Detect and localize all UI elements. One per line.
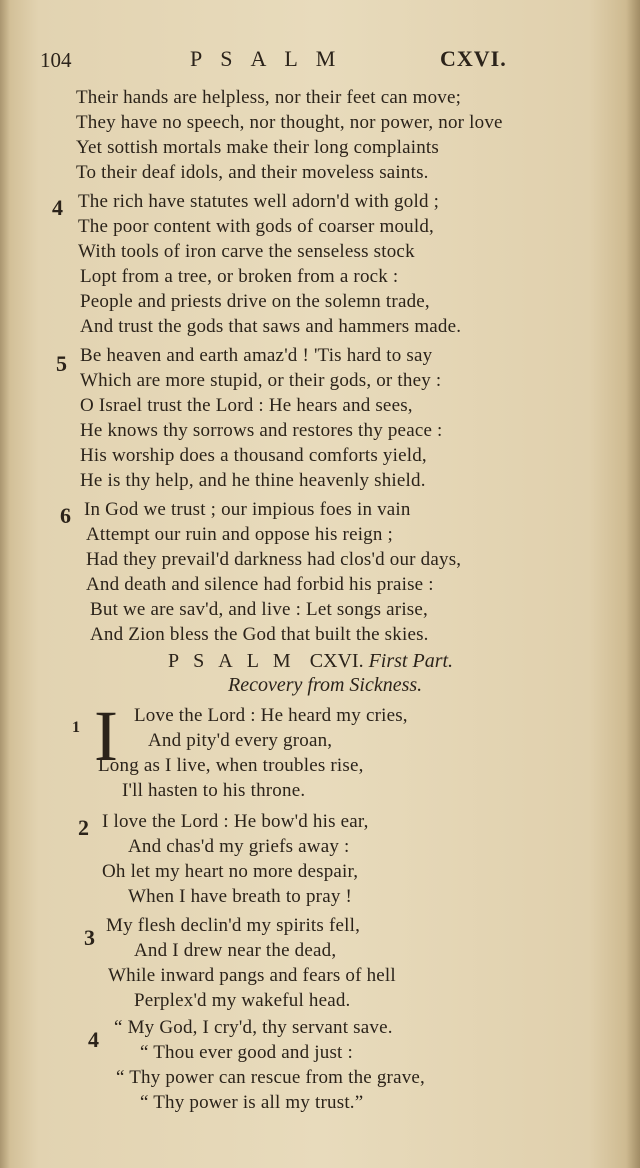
verse-line: And pity'd every groan,: [148, 730, 333, 751]
drop-cap: I: [94, 696, 118, 776]
psalm-heading-number: CXVI.: [309, 650, 364, 672]
verse-line: “ My God, I cry'd, thy servant save.: [114, 1017, 393, 1038]
stanza-number: 5: [56, 351, 67, 376]
verse-line: Yet sottish mortals make their long complaints: [76, 137, 439, 158]
verse-line: O Israel trust the Lord : He hears and sees,: [80, 395, 413, 416]
verse-line: “ Thy power is all my trust.”: [140, 1092, 364, 1113]
verse-line: Oh let my heart no more despair,: [102, 861, 359, 882]
verse-line: To their deaf idols, and their moveless saints.: [76, 162, 429, 183]
verse-line: My flesh declin'd my spirits fell,: [106, 915, 361, 936]
verse-line: Perplex'd my wakeful head.: [134, 990, 351, 1011]
stanza-number: 4: [52, 195, 63, 220]
verse-line: And Zion bless the God that built the skies.: [90, 624, 429, 645]
verse-line: And trust the gods that saws and hammers made.: [80, 316, 462, 337]
verse-line: But we are sav'd, and live : Let songs arise,: [90, 599, 428, 620]
psalm-heading: [168, 650, 453, 673]
verse-line: Be heaven and earth amaz'd ! 'Tis hard to say: [80, 345, 433, 366]
verse-line: And I drew near the dead,: [134, 940, 337, 961]
verse-line: While inward pangs and fears of hell: [108, 965, 396, 986]
verse-line: Attempt our ruin and oppose his reign ;: [86, 524, 394, 545]
page-gutter-shadow: [0, 0, 10, 1168]
verse-line: They have no speech, nor thought, nor power, nor love: [76, 112, 503, 133]
verse-line: I love the Lord : He bow'd his ear,: [102, 811, 369, 832]
running-psalm-number: CXVI.: [440, 46, 507, 71]
verse-number: 3: [84, 925, 95, 950]
verse-line: I'll hasten to his throne.: [122, 780, 306, 801]
page-number: 104: [40, 48, 72, 72]
verse-line: In God we trust ; our impious foes in vain: [84, 499, 411, 520]
verse-line: “ Thou ever good and just :: [140, 1042, 353, 1063]
verse-number: 4: [88, 1027, 99, 1052]
psalm-heading-word: PSALM: [168, 650, 305, 672]
verse-number: 1: [72, 719, 80, 736]
verse-line: Had they prevail'd darkness had clos'd our days,: [86, 549, 462, 570]
verse-line: Which are more stupid, or their gods, or they :: [80, 370, 442, 391]
verse-line: Love the Lord : He heard my cries,: [134, 705, 408, 726]
verse-line: His worship does a thousand comforts yield,: [80, 445, 427, 466]
verse-line: Their hands are helpless, nor their feet can move;: [76, 87, 462, 108]
stanza-number: 6: [60, 503, 71, 528]
verse-line: “ Thy power can rescue from the grave,: [116, 1067, 426, 1088]
verse-line: He is thy help, and he thine heavenly shield.: [80, 470, 426, 491]
page-edge-shadow: [626, 0, 640, 1168]
psalm-subtitle: Recovery from Sickness.: [228, 674, 423, 696]
psalm-heading-part: First Part.: [368, 650, 454, 672]
verse-line: With tools of iron carve the senseless stock: [78, 241, 415, 262]
verse-line: The poor content with gods of coarser mould,: [78, 216, 434, 237]
verse-line: And death and silence had forbid his praise :: [86, 574, 434, 595]
verse-line: Lopt from a tree, or broken from a rock :: [80, 266, 399, 287]
verse-number: 2: [78, 815, 89, 840]
verse-line: He knows thy sorrows and restores thy peace :: [80, 420, 443, 441]
verse-line: Long as I live, when troubles rise,: [98, 755, 364, 776]
verse-line: When I have breath to pray !: [128, 886, 352, 907]
verse-line: And chas'd my griefs away :: [128, 836, 350, 857]
verse-line: People and priests drive on the solemn trade,: [80, 291, 430, 312]
verse-line: The rich have statutes well adorn'd with gold ;: [78, 191, 440, 212]
running-title: PSALM: [190, 46, 354, 71]
